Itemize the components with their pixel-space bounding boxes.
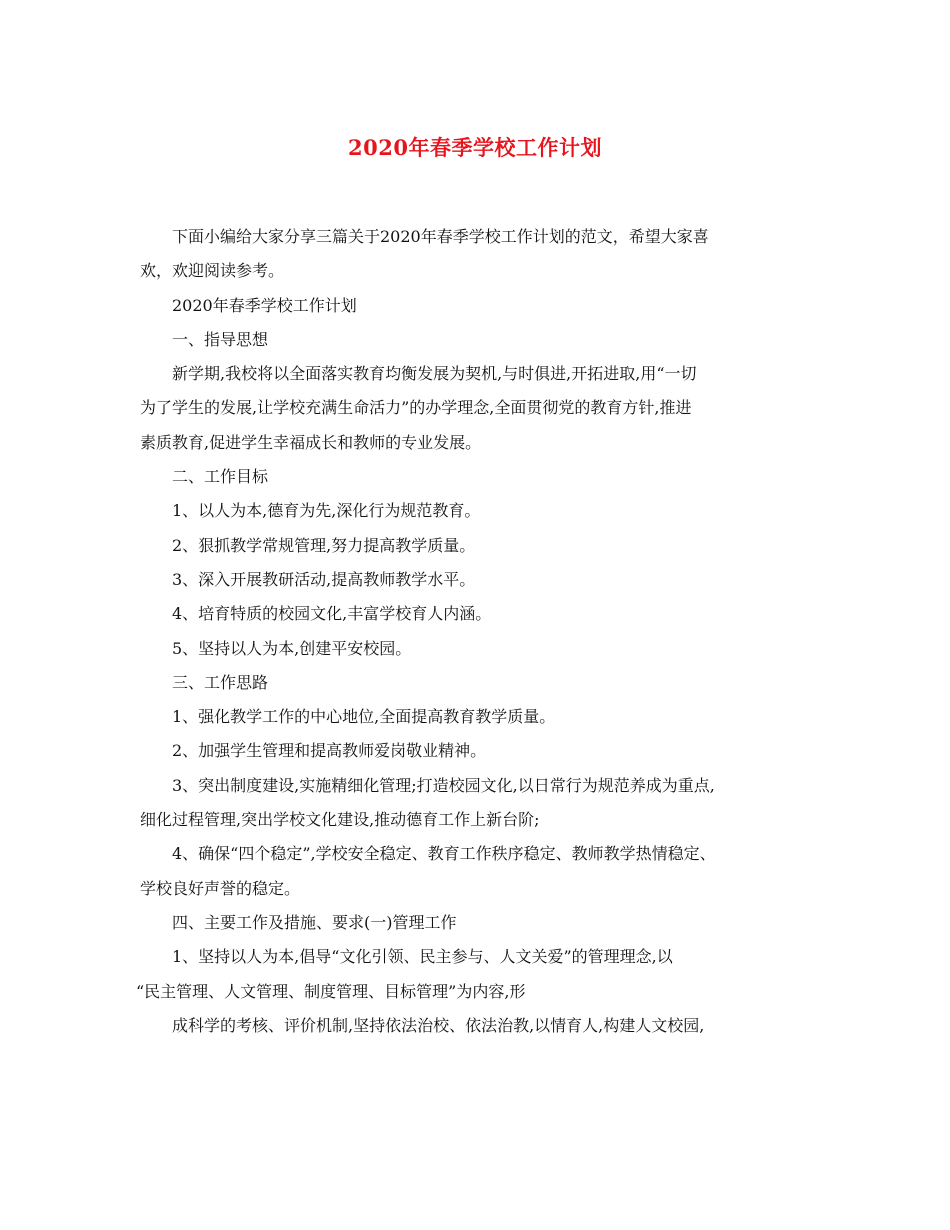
list-item: 3、深入开展教研活动,提高教师教学水平。 (172, 569, 476, 589)
paragraph-line: 为了学生的发展,让学校充满生命活力”的办学理念,全面贯彻党的教育方针,推进 (140, 398, 692, 418)
list-item: 5、坚持以人为本,创建平安校园。 (172, 638, 412, 658)
section-heading: 一、指导思想 (172, 329, 269, 349)
list-item: 2、加强学生管理和提高教师爱岗敬业精神。 (172, 741, 487, 761)
paragraph-line: 成科学的考核、评价机制,坚持依法治校、依法治教,以情育人,构建人文校园, (172, 1015, 705, 1035)
list-item: 4、培育特质的校园文化,丰富学校育人内涵。 (172, 604, 492, 624)
list-item: 1、坚持以人为本,倡导“文化引领、民主参与、人文关爱”的管理理念,以 (172, 947, 673, 967)
paragraph-line: 新学期,我校将以全面落实教育均衡发展为契机,与时俱进,开拓进取,用“一切 (172, 364, 697, 384)
list-item: 3、突出制度建设,实施精细化管理;打造校园文化,以日常行为规范养成为重点, (172, 775, 715, 795)
section-heading: 二、工作目标 (172, 467, 269, 487)
document-title: 2020年春季学校工作计划 (348, 135, 602, 160)
paragraph-line: 下面小编给大家分享三篇关于2020年春季学校工作计划的范文，希望大家喜 (172, 227, 709, 246)
paragraph-line: 欢，欢迎阅读参考。 (140, 261, 285, 281)
paragraph-line: “民主管理、人文管理、制度管理、目标管理”为内容,形 (136, 981, 526, 1001)
paragraph-line: 学校良好声誉的稳定。 (140, 878, 301, 898)
list-item: 1、强化教学工作的中心地位,全面提高教育教学质量。 (172, 707, 556, 727)
document-body (136, 220, 830, 1043)
section-heading: 四、主要工作及措施、要求(一)管理工作 (172, 912, 457, 932)
list-item: 2、狠抓教学常规管理,努力提高教学质量。 (172, 535, 476, 555)
paragraph-line: 细化过程管理,突出学校文化建设,推动德育工作上新台阶; (140, 810, 540, 830)
section-subtitle: 2020年春季学校工作计划 (172, 295, 357, 315)
list-item: 4、确保“四个稳定”,学校安全稳定、教育工作秩序稳定、教师教学热情稳定、 (172, 844, 716, 864)
section-heading: 三、工作思路 (172, 672, 269, 692)
list-item: 1、以人为本,德育为先,深化行为规范教育。 (172, 501, 481, 521)
paragraph-line: 素质教育,促进学生幸福成长和教师的专业发展。 (140, 432, 482, 452)
